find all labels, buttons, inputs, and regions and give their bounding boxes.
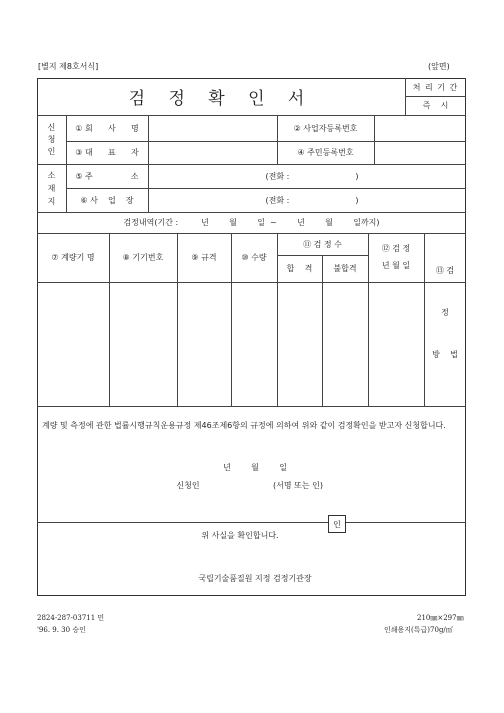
- application-statement: 계량 및 측정에 관한 법률시행규칙운용규정 제46조제6항의 규정에 의하여 위와 같이 검정확인을 받고자 신청합니다.: [42, 421, 446, 430]
- resident-number-field[interactable]: [375, 142, 465, 163]
- address-phone[interactable]: (전화 : ): [265, 171, 359, 181]
- col-inspection-count: ⑪ 검 정 수: [303, 239, 342, 249]
- col-method-line1: ⑬ 검: [435, 266, 455, 275]
- col-date-line2: 년 월 일: [381, 261, 411, 270]
- issuer-name: 국립기술품질원 지정 검정기관장: [198, 573, 312, 583]
- workplace-label: ⑥ 사 업 장: [80, 195, 134, 205]
- confirm-divider: [37, 522, 466, 523]
- seal-box: 인: [328, 515, 346, 533]
- form-number: [별지 제8호서식]: [38, 62, 99, 71]
- processing-period-label: 처 리 기 간: [412, 82, 459, 92]
- page-side-label: (앞면): [428, 62, 450, 71]
- location-group-label: 소 재 지: [47, 170, 56, 206]
- company-name-field[interactable]: [149, 116, 276, 140]
- representative-field[interactable]: [149, 142, 276, 163]
- confirm-text: 위 사실을 확인합니다.: [201, 530, 279, 540]
- col-serial-number: ⑧ 기기번호: [122, 253, 164, 262]
- applicant-group-label: 신 청 인: [47, 122, 56, 156]
- footer-size: 210㎜×297㎜: [417, 614, 464, 622]
- sign-hint[interactable]: (서명 또는 인): [273, 480, 323, 490]
- form-title: 검 정 확 인 서: [128, 89, 314, 109]
- workplace-phone[interactable]: (전화 : ): [265, 195, 359, 205]
- inspection-period: 검정내역(기간 : 년 월 일 ~ 년 월 일까지): [123, 218, 380, 227]
- footer-code: 2824-287-03711 민: [37, 614, 105, 622]
- footer-paper: 인쇄용지(특급)70g/㎡: [384, 626, 453, 634]
- col-quantity: ⑩ 수량: [241, 253, 267, 262]
- col-method-line2: 정: [441, 308, 449, 317]
- col-spec: ⑨ 규격: [191, 253, 217, 262]
- col-inspection-date: [368, 240, 424, 274]
- applicant-sign-label: 신청인: [176, 480, 200, 490]
- address-label: ⑤ 주 소: [75, 171, 139, 181]
- representative-label: ③ 대 표 자: [75, 148, 139, 157]
- col-instrument-name: ⑦ 계량기 명: [51, 253, 95, 262]
- col-pass: 합 격: [286, 264, 313, 273]
- col-method-line3: 방 법: [432, 350, 458, 359]
- business-number-label: ② 사업자등록번호: [293, 123, 358, 133]
- inspection-table-body[interactable]: [38, 283, 465, 405]
- col-date-line1: ⑫ 검 정: [381, 244, 411, 253]
- footer-approval: '96. 9. 30 승인: [37, 626, 86, 634]
- company-name-label: ① 회 사 명: [75, 123, 139, 133]
- resident-number-label: ④ 주민등록번호: [297, 148, 354, 157]
- divider: [37, 406, 466, 407]
- business-number-field[interactable]: [375, 116, 465, 140]
- processing-period-value: 즉 시: [422, 101, 449, 110]
- col-fail: 불합격: [333, 264, 357, 273]
- application-date: 년 월 일: [223, 462, 287, 472]
